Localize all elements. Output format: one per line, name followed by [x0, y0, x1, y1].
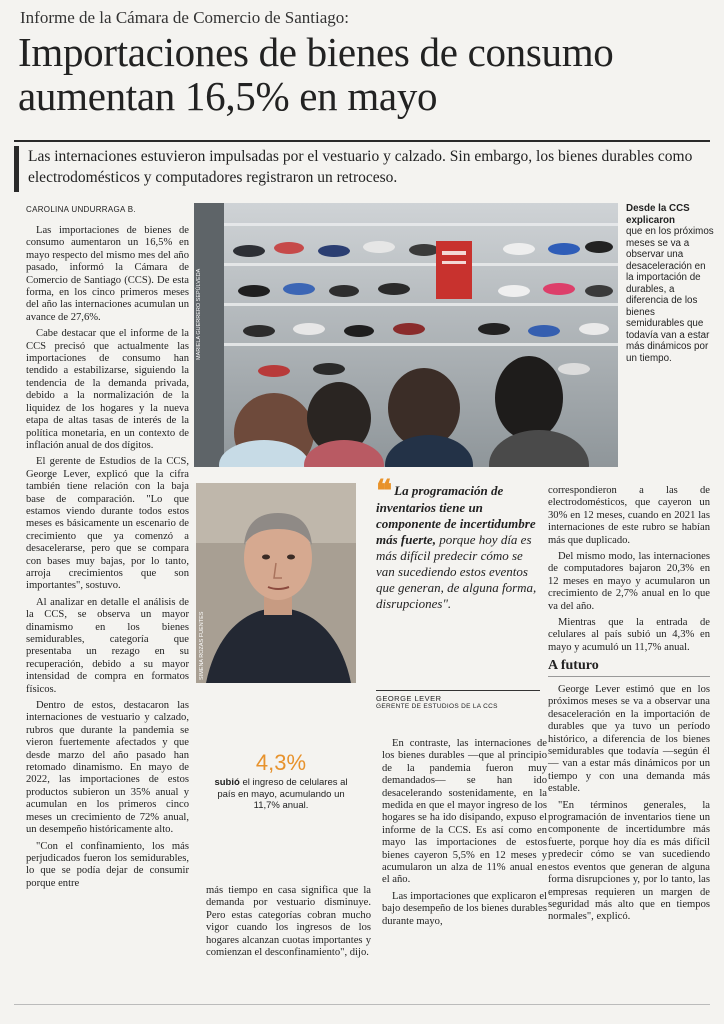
paragraph: En contraste, las internaciones de los bienes durables —que al principio de la pandemia fueron muy demandados— se han ido desacelerando sostenidamente, en la medida en que el mayor ingreso de los hogares se ha ido disipando, expuso el informe de la CCS. Es así como en mayo las importaciones de estos bienes cayeron 5,5% en 12 meses y acumularon un alza de 11% anual en el año. — [382, 738, 547, 886]
stat-bold: subió — [214, 777, 240, 788]
quote-author: GEORGE LEVER — [376, 694, 442, 703]
paragraph: Las importaciones de bienes de consumo aumentaron un 16,5% en mayo respecto del mismo mes del año pasado, informó la Cámara de Comercio de Santiago (CCS). De esta forma, en los cinco primeros meses del año las internaciones acumulan un avance de 27,6%. — [26, 225, 189, 323]
kicker: Informe de la Cámara de Comercio de Santiago: — [20, 8, 350, 27]
portrait-credit: SIMENA ROZAS FUENTES — [199, 611, 205, 680]
deck-rule — [14, 140, 710, 142]
paragraph: El gerente de Estudios de la CCS, George Lever, explicó que la cifra también tiene relación con la baja base de comparación. "Lo que estamos viendo durante todos estos meses es básicamente un escenario de crecimiento que ya comenzó a desacelerarse, pero que se compara con bases muy bajas, por lo tanto, arroja crecimientos que son importantes", sostuvo. — [26, 456, 189, 592]
paragraph: "En términos generales, la programación de inventarios tiene un componente de incertidumbre más fuerte, porque hoy día es más difícil predecir cómo se van sucediendo estos eventos que generan de alguna forma disrupciones y, por lo tanto, las empresas requieren un margen de seguridad más alto que en tiempos normales", explicó. — [548, 799, 710, 923]
column-4b — [548, 684, 710, 928]
column-1 — [26, 225, 189, 894]
deck-bar — [14, 146, 19, 192]
sidebar-lead: Desde la CCS explicaron — [626, 203, 690, 226]
paragraph: correspondieron a las de electrodomésticos, que cayeron un 30% en 12 meses, cuando en 2021 las internaciones de este rubro se habían más que duplicado. — [548, 485, 710, 546]
paragraph: George Lever estimó que en los próximos meses se va a observar una desaceleración en la importación de durables que ya tuvo un período histórico, a diferencia de los bienes semidurables que todavía —según él— van a estar más dinámicos por un tiempo y con una demanda más estable. — [548, 684, 710, 795]
quote-rule — [376, 690, 540, 691]
subhead-rule — [548, 676, 710, 677]
portrait-photo — [196, 483, 356, 683]
quote-mark-icon: ❝ — [376, 475, 393, 508]
byline: CAROLINA UNDURRAGA B. — [26, 205, 136, 214]
stat-description — [206, 777, 356, 812]
stat-value: 4,3% — [255, 750, 307, 775]
shoe-store-photo — [194, 203, 618, 467]
column-2 — [206, 885, 371, 963]
deck: Las internaciones estuvieron impulsadas por el vestuario y calzado. Sin embargo, los bienes durables como electrodomésticos y computadores registraron un retroceso. — [28, 148, 693, 186]
stat-text: el ingreso de celulares al país en mayo, acumulando un 11,7% anual. — [217, 777, 348, 811]
paragraph: más tiempo en casa significa que la demanda por vestuario disminuye. Pero estas categorías cobran mucho vigor cuando los ingresos de los hogares alcanzan cuotas importantes y comienzan el desconfinamiento", dijo. — [206, 885, 371, 959]
sidebar-text: que en los próximos meses se va a observar una desaceleración en la importación de durables, a diferencia de los bienes semidurables que todavía van a estar más dinámicos por un tiempo. — [626, 226, 714, 364]
quote-author-title: GERENTE DE ESTUDIOS DE LA CCS — [376, 703, 498, 710]
paragraph: Las importaciones que explicaron el bajo desempeño de los bienes durables durante mayo, — [382, 890, 547, 927]
paragraph: Dentro de estos, destacaron las internaciones de vestuario y calzado, rubros que durante la pandemia se vieron fuertemente afectados y que desde marzo del año pasado han retomado dinamismo. En mayo de 2022, las importaciones de estos productos subieron un 35% anual y acumulan en los primeros cinco meses un crecimiento de 72% anual, un desempeño históricamente alto. — [26, 700, 189, 836]
shoe-store-illustration — [194, 203, 618, 467]
photo-credit: MARIELA GUERRERO SEPÚLVEDA — [196, 268, 202, 360]
quote-rest: porque hoy día es más difícil predecir cómo se van sucediendo estos eventos que generan, de alguna forma, disrupciones". — [376, 532, 537, 611]
paragraph: Mientras que la entrada de celulares al país subió un 4,3% en mayo y acumuló un 11,7% anual. — [548, 617, 710, 653]
paragraph: Del mismo modo, las internaciones de computadores bajaron 20,3% en 12 meses en mayo y acumularon un crecimiento de 2,7% anual en lo que va del año. — [548, 551, 710, 612]
pull-quote — [376, 475, 538, 612]
paragraph: Cabe destacar que el informe de la CCS precisó que actualmente las importaciones de consumo han tendido a estabilizarse, siguiendo la tendencia de la demanda privada, debido a la normalización de la liquidez de los hogares y la nueva etapa de altas tasas de interés de la política monetaria, en un contexto de inflación anual de dos dígitos. — [26, 328, 189, 451]
column-3 — [382, 738, 547, 932]
portrait-illustration — [196, 483, 356, 683]
bottom-rule — [14, 1004, 710, 1005]
paragraph: Al analizar en detalle el análisis de la CCS, se observa un mayor dinamismo en los bienes semidurables, categoría que presentaba un rezago en su recuperación, debido a su mayor intensidad de compra en formatos físicos. — [26, 596, 189, 695]
headline: Importaciones de bienes de consumo aumentan 16,5% en mayo — [18, 29, 614, 119]
column-4 — [548, 485, 710, 658]
paragraph: "Con el confinamiento, los más perjudicados fueron los semidurables, lo que se podía dejar de consumir porque entre — [26, 840, 189, 889]
sidebar — [626, 203, 714, 364]
subhead: A futuro — [548, 658, 599, 673]
quote-strong: La programación de inventarios tiene un componente de incertidumbre más fuerte, — [376, 483, 536, 547]
